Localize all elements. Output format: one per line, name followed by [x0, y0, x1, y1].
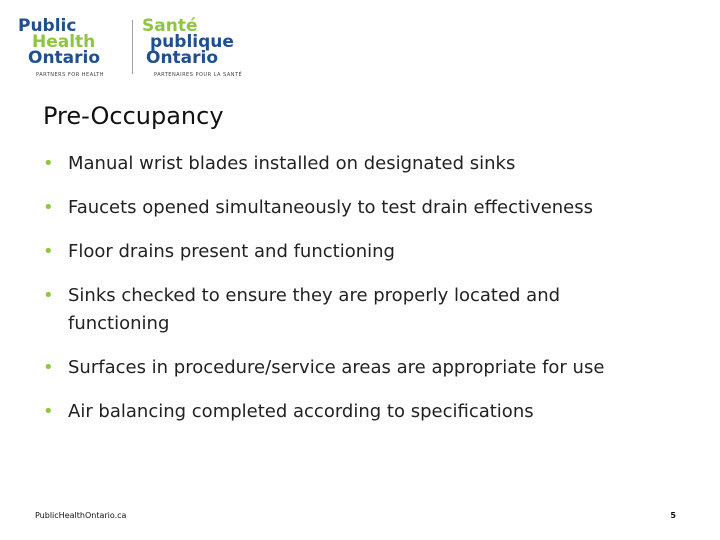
bullet-text: Floor drains present and functioning [68, 241, 395, 262]
bullet-text: Sinks checked to ensure they are properly located and functioning [68, 285, 561, 334]
bullet-text: Surfaces in procedure/service areas are appropriate for use [68, 357, 605, 378]
bullet-dot: • [43, 153, 54, 174]
bullet-item [43, 238, 663, 266]
bullet-dot: • [43, 241, 54, 262]
footer-website: PublicHealthOntario.ca [35, 511, 127, 520]
bullet-dot: • [43, 357, 54, 378]
logo-french [142, 18, 258, 78]
bullet-text: Air balancing completed according to specifications [68, 401, 534, 422]
bullet-text: Manual wrist blades installed on designated sinks [68, 153, 516, 174]
bullet-item [43, 354, 663, 382]
page-number: 5 [670, 511, 676, 520]
logo-en-line1: Public [18, 16, 77, 36]
bullet-dot: • [43, 401, 54, 422]
logo-fr-line1: Santé [142, 16, 198, 36]
bullet-dot: • [43, 197, 54, 218]
organization-logo [18, 18, 258, 80]
bullet-item [43, 398, 663, 426]
bullet-dot: • [43, 285, 54, 306]
logo-fr-tagline: PARTENAIRES POUR LA SANTÉ [154, 72, 243, 78]
logo-divider [132, 20, 133, 74]
logo-english [18, 18, 130, 78]
logo-en-line3: Ontario [28, 48, 101, 68]
logo-fr-line2: publique [150, 32, 234, 52]
logo-en-tagline: PARTNERS FOR HEALTH [36, 72, 105, 78]
bullet-text: Faucets opened simultaneously to test drain effectiveness [68, 197, 594, 218]
bullet-item [43, 150, 663, 178]
logo-en-line2: Health [32, 32, 96, 52]
bullet-item [43, 194, 663, 222]
bullet-item [43, 282, 663, 338]
bullet-list [43, 150, 663, 442]
slide-title: Pre-Occupancy [43, 102, 224, 130]
logo-fr-line3: Ontario [146, 48, 219, 68]
